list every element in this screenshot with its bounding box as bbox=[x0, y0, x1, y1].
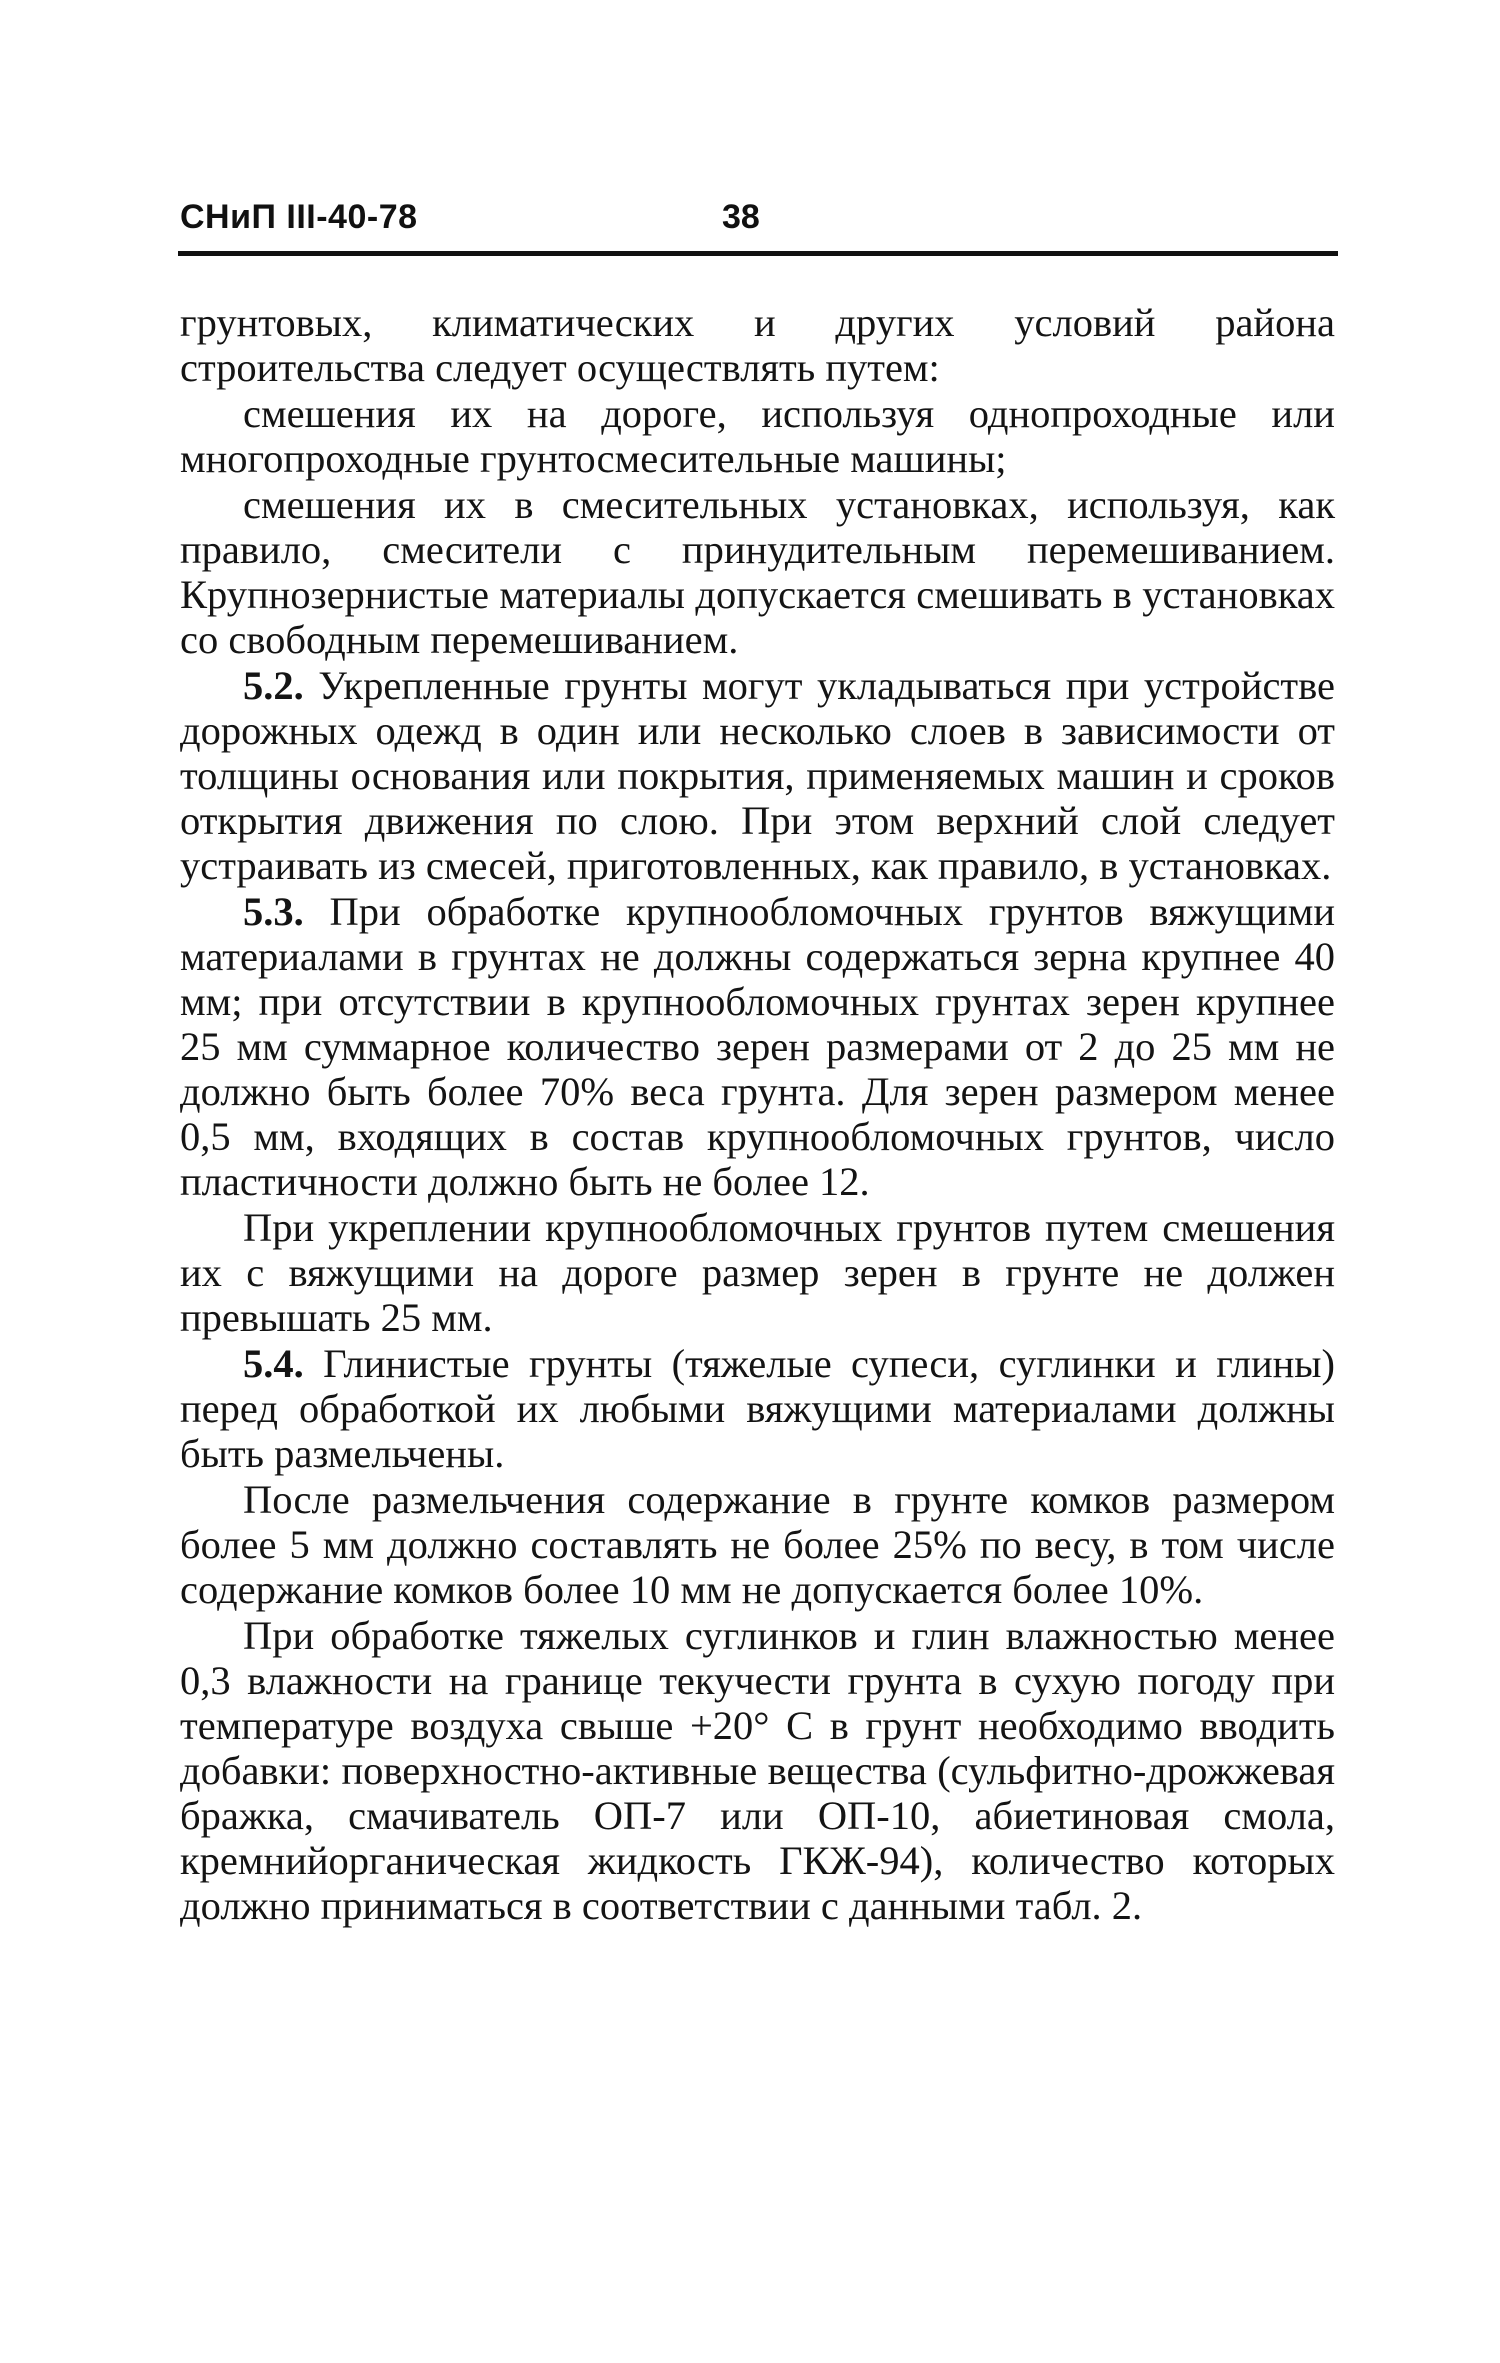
paragraph bbox=[180, 1613, 1335, 1928]
section-number: 5.2. bbox=[243, 663, 304, 708]
paragraph bbox=[180, 1477, 1335, 1612]
paragraph-text: смешения их в смесительных установках, используя, как правило, смесители с принудительным перемешиванием. Крупнозернистые материалы допускается смешивать в установках со свободным перемешиванием. bbox=[180, 482, 1335, 662]
paragraph-text: После размельчения содержание в грунте комков размером более 5 мм должно составлять не более 25% по весу, в том числе содержание комков более 10 мм не допускается более 10%. bbox=[180, 1477, 1335, 1612]
section-number: 5.3. bbox=[243, 889, 304, 934]
body-text bbox=[180, 300, 1335, 1928]
section-number: 5.4. bbox=[243, 1341, 304, 1386]
paragraph bbox=[180, 391, 1335, 481]
paragraph bbox=[180, 482, 1335, 662]
paragraph-text: При укреплении крупнообломочных грунтов путем смешения их с вяжущими на дороге размер зерен в грунте не должен превышать 25 мм. bbox=[180, 1205, 1335, 1340]
paragraph bbox=[180, 889, 1335, 1204]
paragraph bbox=[180, 663, 1335, 888]
paragraph-text: Укрепленные грунты могут укладываться при устройстве дорожных одежд в один или несколько слоев в зависимости от толщины основания или покрытия, применяемых машин и сроков открытия движения по слою. При этом верхний слой следует устраивать из смесей, приготовленных, как правило, в установках. bbox=[180, 663, 1335, 888]
paragraph-text: грунтовых, климатических и других условий района строительства следует осуществлять путем: bbox=[180, 300, 1335, 390]
paragraph-text: При обработке тяжелых суглинков и глин влажностью менее 0,3 влажности на границе текучести грунта в сухую погоду при температуре воздуха свыше +20° С в грунт необходимо вводить добавки: поверхностно-активные вещества (сульфитно-дрожжевая бражка, смачиватель ОП-7 или ОП-10, абиетиновая смола, кремнийорганическая жидкость ГКЖ-94), количество которых должно приниматься в соответствии с данными табл. 2. bbox=[180, 1613, 1335, 1928]
header-rule bbox=[178, 251, 1338, 256]
paragraph bbox=[180, 1205, 1335, 1340]
paragraph-text: При обработке крупнообломочных грунтов вяжущими материалами в грунтах не должны содержаться зерна крупнее 40 мм; при отсутствии в крупнообломочных грунтах зерен крупнее 25 мм суммарное количество зерен размерами от 2 до 25 мм не должно быть более 70% веса грунта. Для зерен размером менее 0,5 мм, входящих в состав крупнообломочных грунтов, число пластичности должно быть не более 12. bbox=[180, 889, 1335, 1204]
paragraph-text: Глинистые грунты (тяжелые супеси, суглинки и глины) перед обработкой их любыми вяжущими материалами должны быть размельчены. bbox=[180, 1341, 1336, 1476]
document-code: СНиП III-40-78 bbox=[180, 198, 418, 236]
paragraph-text: смешения их на дороге, используя однопроходные или многопроходные грунтосмесительные машины; bbox=[180, 391, 1335, 481]
page-header bbox=[178, 198, 1338, 258]
page-number: 38 bbox=[722, 198, 760, 236]
paragraph bbox=[180, 1341, 1335, 1476]
paragraph bbox=[180, 300, 1335, 390]
